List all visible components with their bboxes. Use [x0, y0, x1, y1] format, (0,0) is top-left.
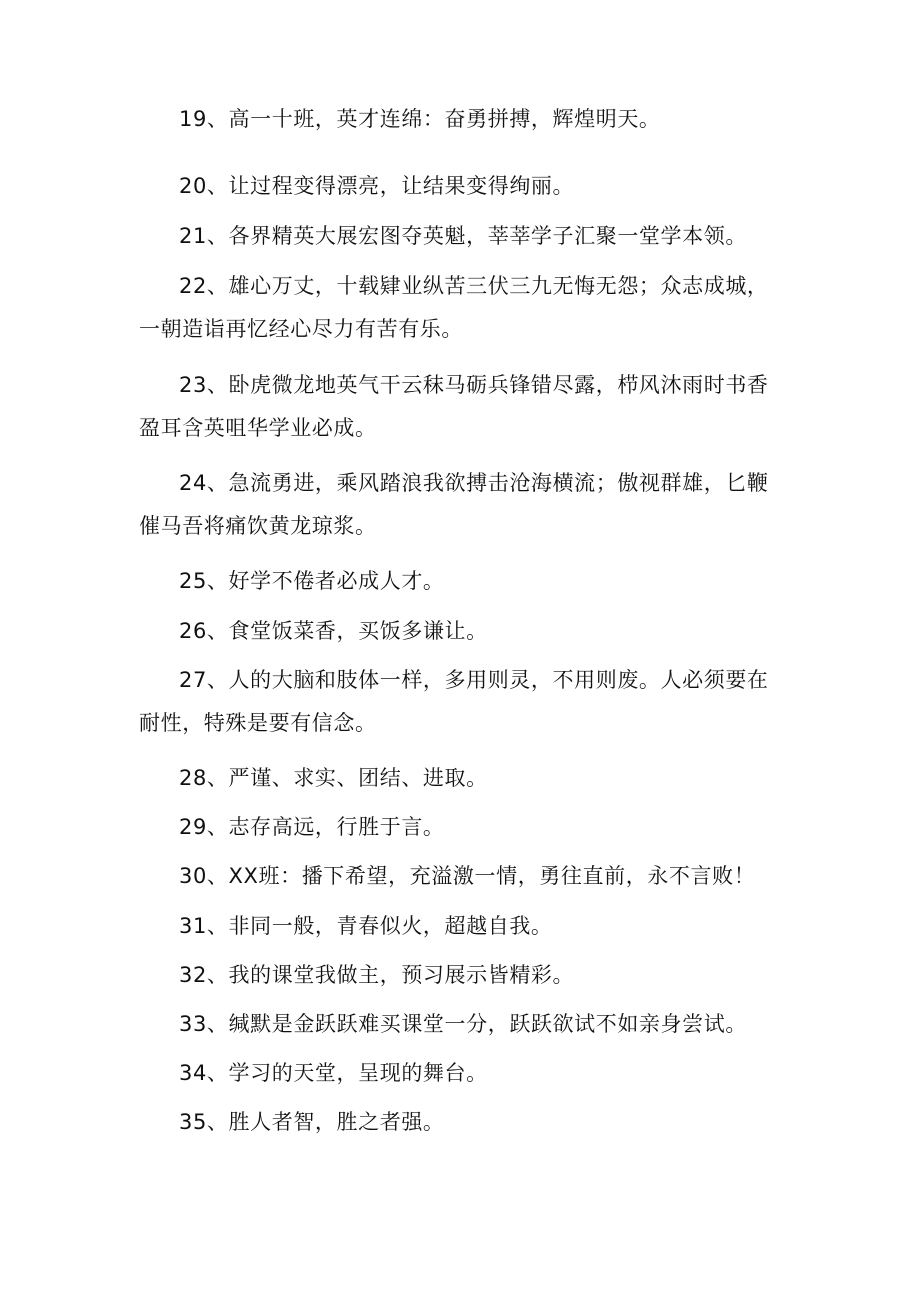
slogan-33: 33、缄默是金跃跃难买课堂一分，跃跃欲试不如亲身尝试。	[179, 1012, 747, 1036]
slogan-30: 30、XX班：播下希望，充溢激一情，勇往直前，永不言败！	[179, 864, 756, 888]
slogan-21: 21、各界精英大展宏图夺英魁，莘莘学子汇聚一堂学本领。	[179, 224, 747, 248]
slogan-26: 26、食堂饭菜香，买饭多谦让。	[179, 619, 488, 643]
slogan-29: 29、志存高远，行胜于言。	[179, 815, 445, 839]
slogan-31: 31、非同一般，青春似火，超越自我。	[179, 914, 553, 938]
slogan-19: 19、高一十班，英才连绵：奋勇拼搏，辉煌明天。	[179, 107, 661, 131]
slogan-23: 23、卧虎微龙地英气干云秣马砺兵锋错尽露，栉风沐雨时书香盈耳含英咀华学业必成。	[139, 373, 769, 440]
slogan-35: 35、胜人者智，胜之者强。	[179, 1110, 445, 1134]
slogan-20: 20、让过程变得漂亮，让结果变得绚丽。	[179, 174, 575, 198]
slogan-24: 24、急流勇进，乘风踏浪我欲搏击沧海横流；傲视群雄，匕鞭催马吾将痛饮黄龙琼浆。	[139, 471, 769, 538]
slogan-25: 25、好学不倦者必成人才。	[179, 569, 445, 593]
slogan-28: 28、严谨、求实、团结、进取。	[179, 766, 488, 790]
slogan-27: 27、人的大脑和肢体一样，多用则灵，不用则废。人必须要在耐性，特殊是要有信念。	[139, 668, 769, 735]
slogan-34: 34、学习的天堂，呈现的舞台。	[179, 1061, 488, 1085]
slogan-22: 22、雄心万丈，十载肄业纵苦三伏三九无悔无怨；众志成城，一朝造诣再忆经心尽力有苦有乐。	[139, 274, 769, 341]
slogan-32: 32、我的课堂我做主，预习展示皆精彩。	[179, 963, 575, 987]
